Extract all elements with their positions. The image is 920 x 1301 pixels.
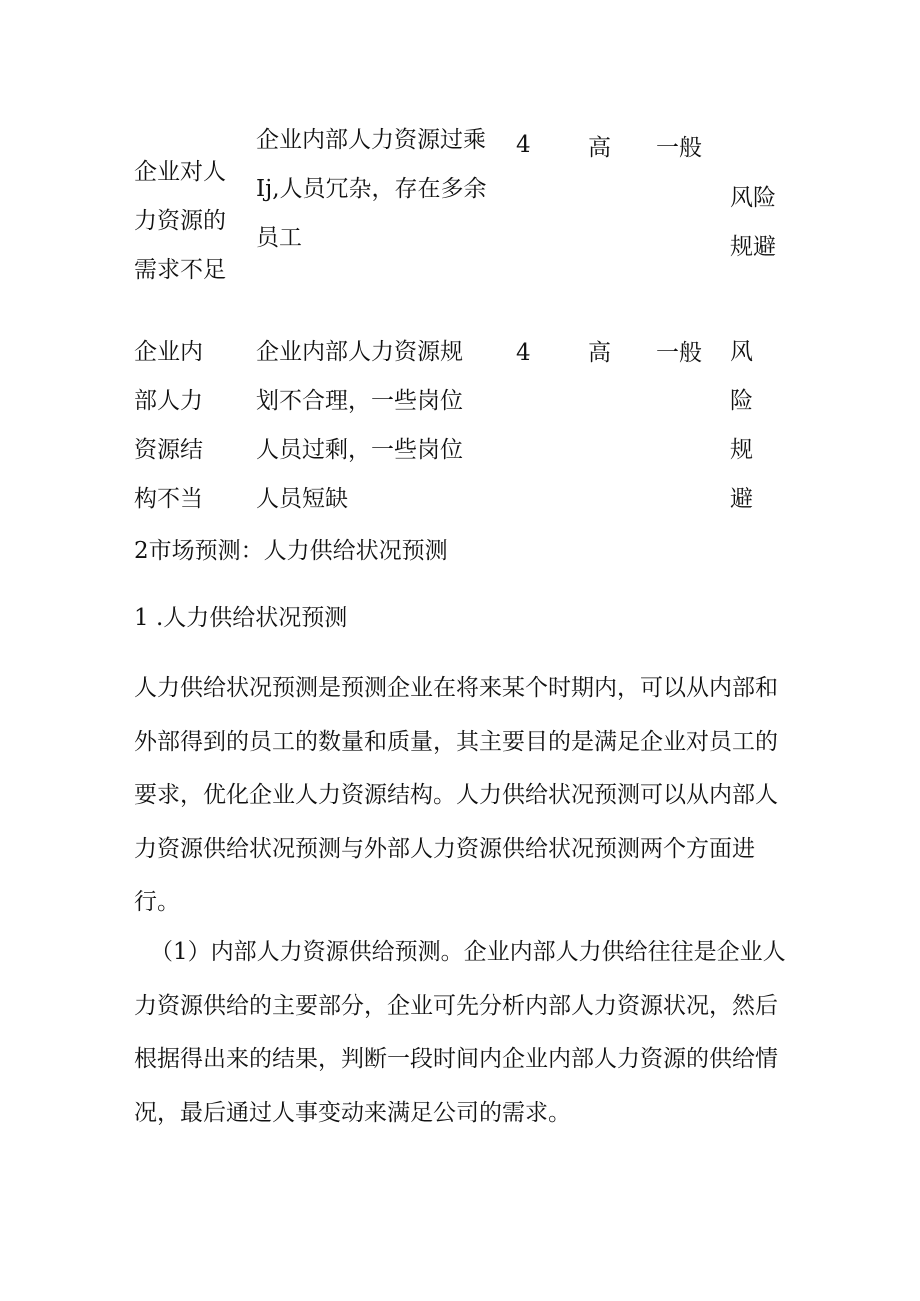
category-line: 需求不足 <box>134 257 226 283</box>
row-score: 4 <box>516 340 531 366</box>
strategy-line: 避 <box>730 486 753 512</box>
row-category <box>134 148 226 295</box>
paragraph-line: 人力供给状况预测是预测企业在将来某个时期内，可以从内部和 <box>134 675 778 701</box>
category-line: 力资源的 <box>134 208 226 234</box>
row-description <box>256 328 463 524</box>
paragraph-line: （1）内部人力资源供给预测。企业内部人力供给往往是企业人 <box>150 939 786 965</box>
category-line: 企业对人 <box>134 159 226 185</box>
row-probability: 高 <box>588 135 611 161</box>
row-description <box>256 116 487 263</box>
row-impact: 一般 <box>656 340 702 366</box>
row-impact: 一般 <box>656 135 702 161</box>
description-line: 企业内部人力资源规 <box>256 339 463 365</box>
paragraph-line: 力资源供给状况预测与外部人力资源供给状况预测两个方面进 <box>134 835 755 862</box>
category-line: 企业内 <box>134 339 203 365</box>
paragraph-line: 行。 <box>134 889 180 915</box>
description-line: 企业内部人力资源过乘 <box>256 127 486 153</box>
category-line: 构不当 <box>134 486 203 512</box>
description-line: 员工 <box>256 225 302 251</box>
description-line: 划不合理，一些岗位 <box>256 388 463 414</box>
description-line: 人员短缺 <box>256 486 348 512</box>
strategy-line: 风 <box>730 339 753 365</box>
body-paragraph <box>134 926 786 1140</box>
strategy-line: 险 <box>730 388 753 414</box>
row-strategy <box>730 174 776 272</box>
row-strategy <box>730 328 753 524</box>
strategy-line: 规 <box>730 437 753 463</box>
section-heading: 2市场预测：人力供给状况预测 <box>134 538 448 564</box>
paragraph-line: 力资源供给的主要部分，企业可先分析内部人力资源状况，然后 <box>134 992 778 1019</box>
paragraph-line: 根据得出来的结果，判断一段时间内企业内部人力资源的供给情 <box>134 1046 778 1072</box>
row-category <box>134 328 203 524</box>
strategy-line: 规避 <box>730 234 776 260</box>
row-score: 4 <box>516 132 531 158</box>
paragraph-line: 况，最后通过人事变动来满足公司的需求。 <box>134 1099 571 1126</box>
strategy-line: 风险 <box>730 185 776 211</box>
row-probability: 高 <box>588 340 611 366</box>
paragraph-line: 外部得到的员工的数量和质量，其主要目的是满足企业对员工的 <box>134 728 778 755</box>
category-line: 部人力 <box>134 388 203 414</box>
subheading: 1 .人力供给状况预测 <box>134 605 348 631</box>
description-line: 人员过剩，一些岗位 <box>256 437 463 463</box>
paragraph-line: 要求，优化企业人力资源结构。人力供给状况预测可以从内部人 <box>134 782 778 808</box>
category-line: 资源结 <box>134 437 203 463</box>
body-paragraph <box>134 662 786 930</box>
description-line: Ij,人员冗杂，存在多余 <box>256 176 487 202</box>
